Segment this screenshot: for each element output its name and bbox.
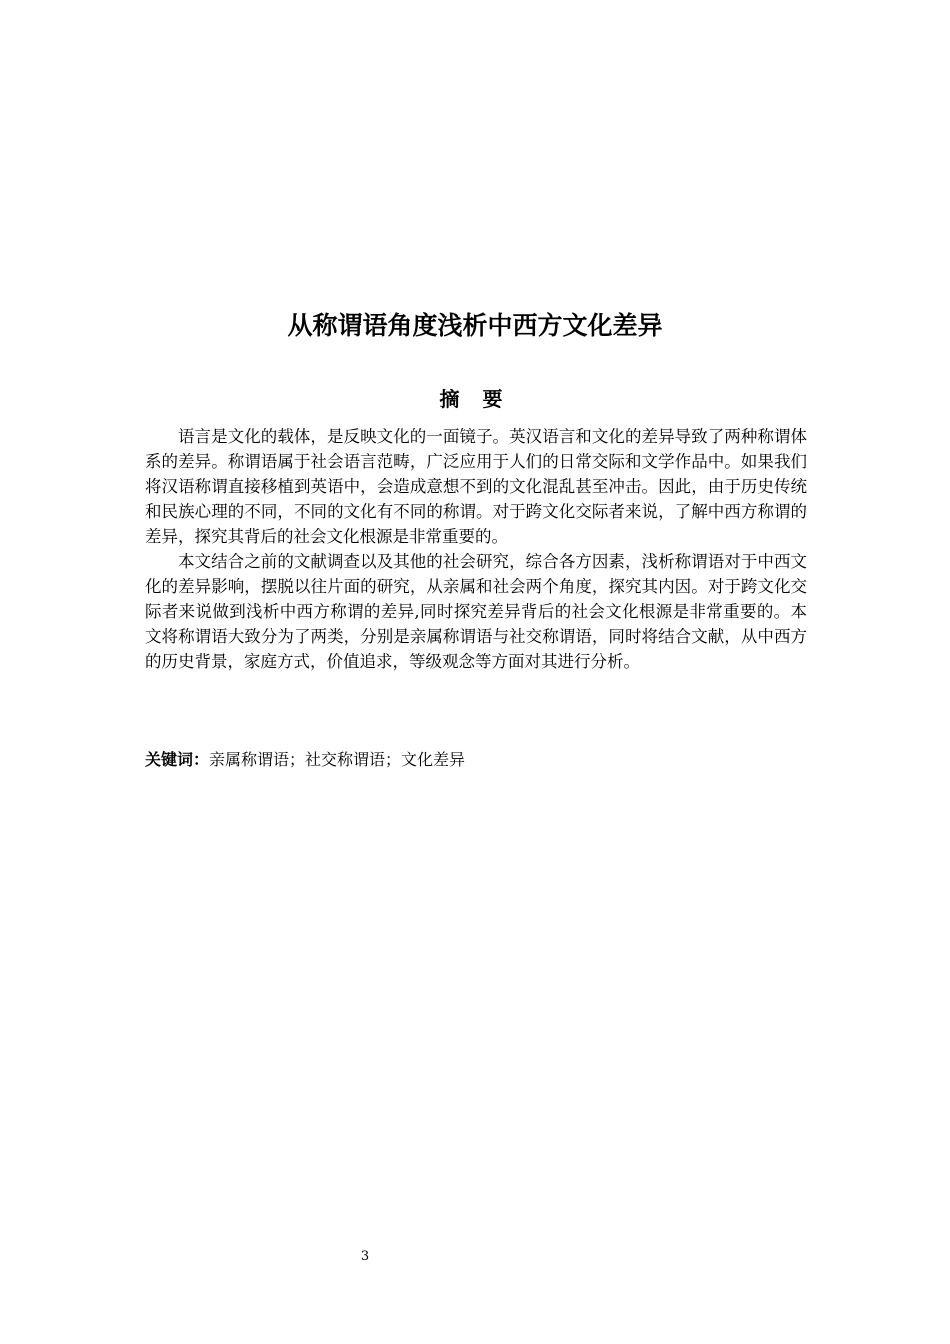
keywords-line	[145, 747, 807, 772]
page-number: 3	[360, 1249, 370, 1264]
keywords-value: 亲属称谓语；社交称谓语；文化差异	[209, 750, 466, 769]
abstract-paragraph-2: 本文结合之前的文献调查以及其他的社会研究，综合各方因素，浅析称谓语对于中西文化的差异影响，摆脱以往片面的研究，从亲属和社会两个角度，探究其内因。对于跨文化交际者来说做到浅析中西方称谓的差异,同时探究差异背后的社会文化根源是非常重要的。本文将称谓语大致分为了两类，分别是亲属称谓语与社交称谓语，同时将结合文献，从中西方的历史背景，家庭方式，价值追求，等级观念等方面对其进行分析。	[145, 552, 807, 671]
abstract-heading: 摘 要	[439, 387, 511, 411]
keywords-label: 关键词：	[145, 750, 210, 769]
abstract-paragraph-1: 语言是文化的载体，是反映文化的一面镜子。英汉语言和文化的差异导致了两种称谓体系的差异。称谓语属于社会语言范畴，广泛应用于人们的日常交际和文学作品中。如果我们将汉语称谓直接移植到英语中，会造成意想不到的文化混乱甚至冲击。因此，由于历史传统和民族心理的不同，不同的文化有不同的称谓。对于跨文化交际者来说，了解中西方称谓的差异，探究其背后的社会文化根源是非常重要的。	[145, 427, 807, 546]
abstract-body	[145, 424, 807, 674]
page-title: 从称谓语角度浅析中西方文化差异	[287, 311, 663, 340]
